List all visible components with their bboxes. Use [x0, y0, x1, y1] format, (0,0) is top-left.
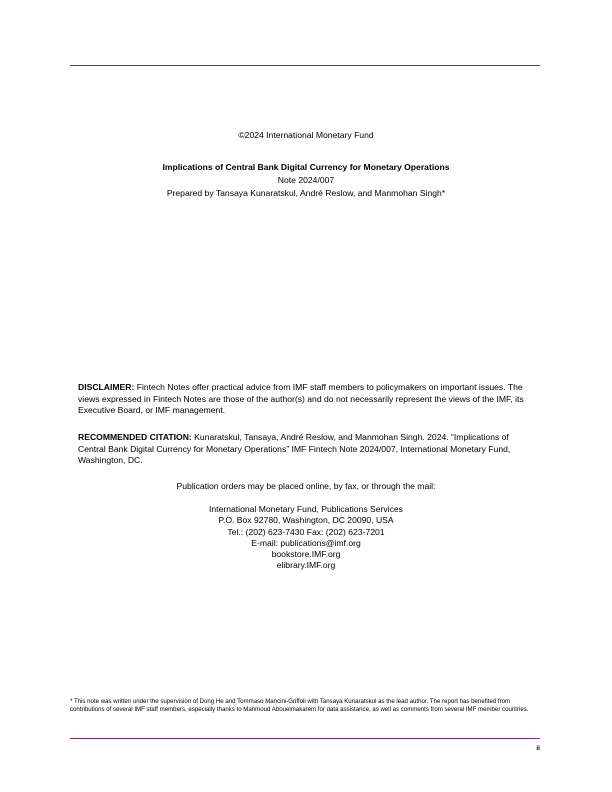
document-title: Implications of Central Bank Digital Currency for Monetary Operations: [162, 162, 450, 172]
disclaimer-label: DISCLAIMER:: [78, 382, 135, 392]
bottom-rule: [70, 738, 540, 739]
note-number: Note 2024/007: [277, 175, 335, 185]
address-line: P.O. Box 92780, Washington, DC 20090, USA: [218, 515, 394, 526]
phone-fax-line: Tel.: (202) 623-7430 Fax: (202) 623-7201: [227, 526, 385, 537]
elibrary-link[interactable]: elibrary.IMF.org: [276, 560, 336, 571]
citation-paragraph: [78, 432, 538, 467]
copyright-line: ©2024 International Monetary Fund: [238, 130, 374, 140]
email-line: E-mail: publications@imf.org: [251, 537, 361, 548]
orders-intro: Publication orders may be placed online, by fax, or through the mail:: [176, 481, 436, 491]
footnote: * This note was written under the supervision of Dong He and Tommaso Mancini-Griffoli with Tansaya Kunaratskul as the lead author. The report has benefited from contributions of several IMF staff members, especially thanks to Mahmoud Abouelmakarem for data assistance, as well as comments from several IMF member countries.: [70, 698, 529, 713]
citation-text: Kunaratskul, Tansaya, André Reslow, and Manmohan Singh. 2024. “Implications of Central Bank Digital Currency for Monetary Operations” IMF Fintech Note 2024/007, International Monetary Fund, Washington, DC.: [78, 432, 511, 465]
disclaimer-paragraph: [78, 382, 538, 417]
disclaimer-text: Fintech Notes offer practical advice from IMF staff members to policymakers on important issues. The views expressed in Fintech Notes are those of the author(s) and do not necessarily represent the views of the IMF, its Executive Board, or IMF management.: [78, 382, 524, 415]
citation-label: RECOMMENDED CITATION:: [78, 432, 192, 442]
top-rule: [70, 65, 540, 66]
authors-line: Prepared by Tansaya Kunaratskul, André Reslow, and Manmohan Singh*: [166, 188, 446, 198]
bookstore-link[interactable]: bookstore.IMF.org: [271, 549, 341, 560]
title-block: [0, 161, 612, 200]
page-number: ii: [536, 745, 540, 752]
address-line: International Monetary Fund, Publications Services: [209, 504, 403, 514]
publications-address: [0, 504, 612, 572]
